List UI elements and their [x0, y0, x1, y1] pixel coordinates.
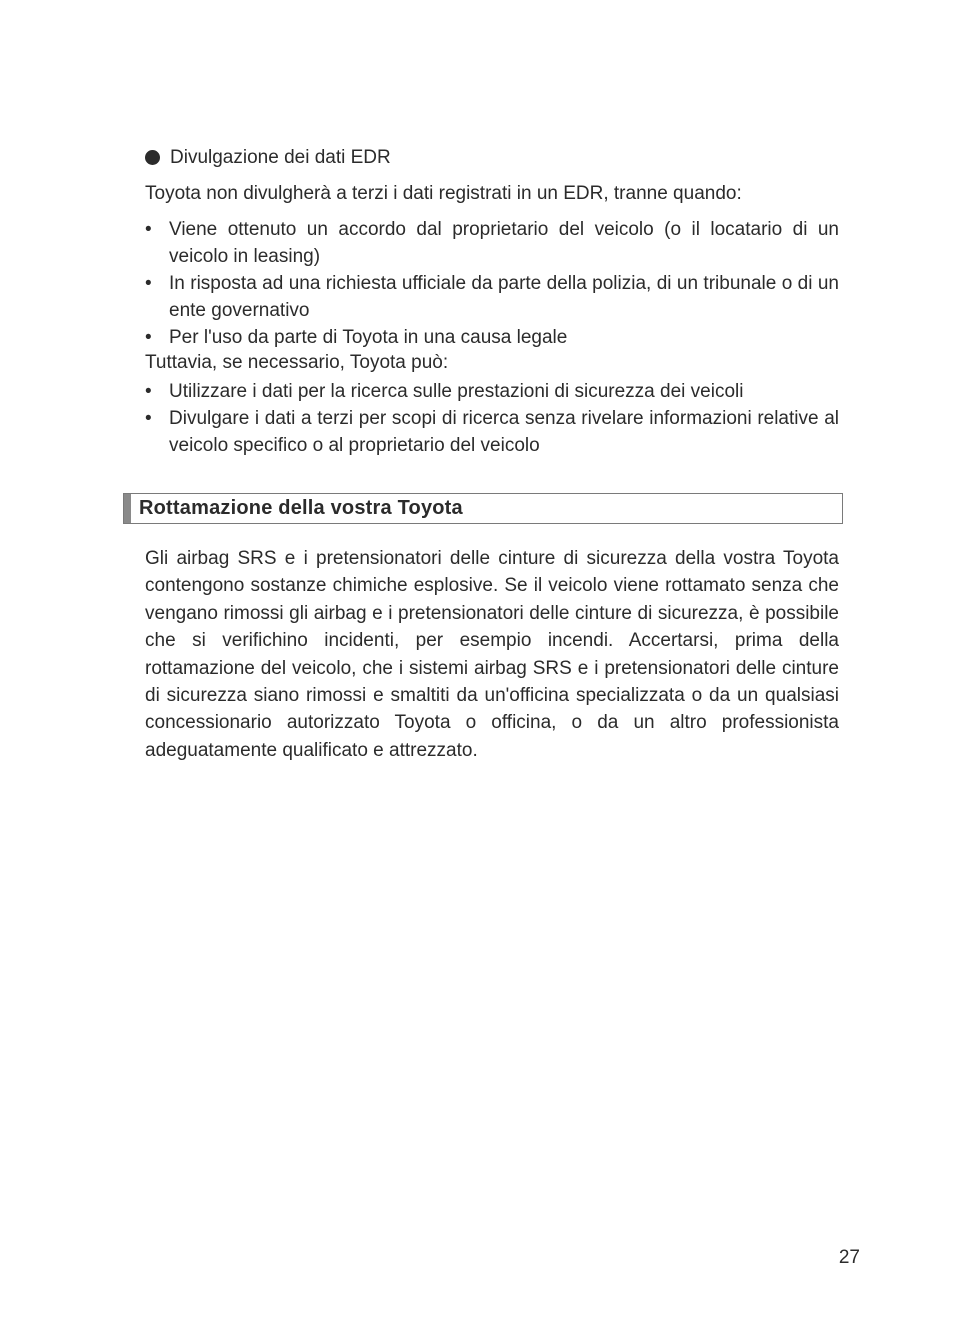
scrapping-body-text: Gli airbag SRS e i pretensionatori delle cinture di sicurezza della vostra Toyota contengono sostanze chimiche esplosive. Se il veicolo viene rottamato senza che vengano rimossi gli airbag e i pretensionatori delle cinture di sicurezza, è possibile che si verifichino incidenti, per esempio incendi. Accertarsi, prima della rottamazione del veicolo, che i sistemi airbag SRS e i pretensionatori delle cinture di sicurezza siano rimossi e smaltiti da un'officina specializzata o da un qualsiasi concessionario autorizzato Toyota o officina, o da un altro professionista adeguatamente qualificato e attrezzato.: [145, 548, 839, 761]
edr-disclosure-heading: [145, 144, 845, 171]
edr-disclosure-intro: Toyota non divulgherà a terzi i dati registrati in un EDR, tranne quando:: [145, 183, 742, 204]
list-item: • Viene ottenuto un accordo dal proprietario del veicolo (o il locatario di un veicolo in leasing): [145, 216, 839, 270]
however-line: Tuttavia, se necessario, Toyota può:: [145, 352, 449, 373]
edr-conditions-list: [145, 216, 839, 351]
list-item: • Utilizzare i dati per la ricerca sulle prestazioni di sicurezza dei veicoli: [145, 378, 839, 405]
list-item: • Divulgare i dati a terzi per scopi di ricerca senza rivelare informazioni relative al veicolo specifico o al proprietario del veicolo: [145, 405, 839, 459]
list-item: • In risposta ad una richiesta ufficiale da parte della polizia, di un tribunale o di un ente governativo: [145, 270, 839, 324]
page-number: 27: [838, 1247, 860, 1268]
section-bar-marker: [124, 494, 131, 523]
permitted-uses-list: [145, 378, 839, 459]
section-header: [123, 493, 843, 524]
list-item: • Per l'uso da parte di Toyota in una causa legale: [145, 324, 839, 351]
section-title: Rottamazione della vostra Toyota: [139, 497, 463, 519]
edr-disclosure-heading-text: Divulgazione dei dati EDR: [170, 147, 391, 168]
circle-bullet-icon: [145, 150, 160, 165]
